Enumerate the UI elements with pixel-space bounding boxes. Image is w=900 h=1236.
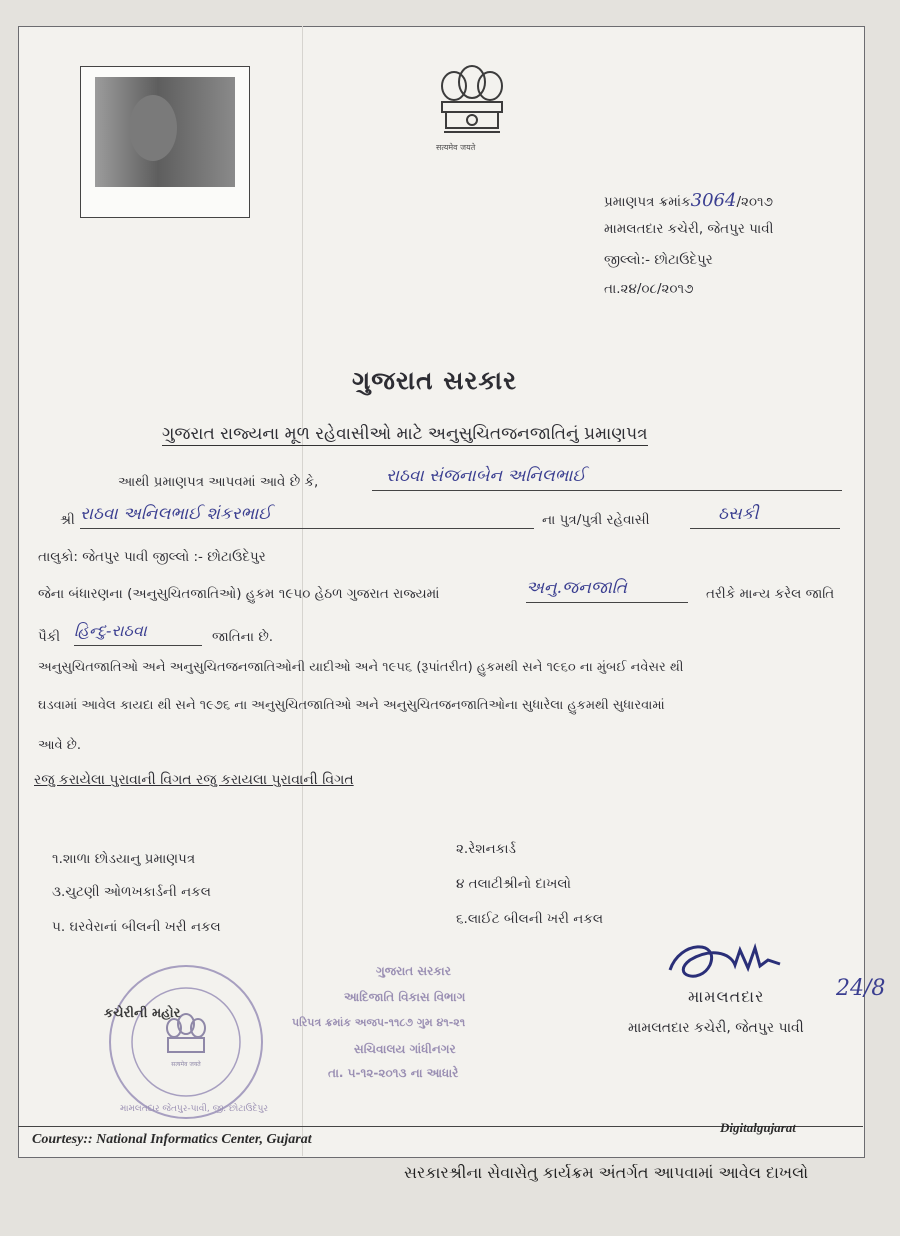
- evidence-item: ૫. ઘરવેરાનાં બીલની ખરી નકલ: [52, 919, 221, 935]
- evidence-item: ૩.ચુટણી ઓળખકાર્ડની નકલ: [52, 884, 211, 900]
- seal-center-text: सत्यमेव जयते: [171, 1061, 201, 1068]
- evidence-item: ૪ તલાટીશ્રીનો દાખલો: [456, 876, 571, 892]
- issuing-office: મામલતદાર કચેરી, જેતપુર પાવી: [604, 221, 774, 237]
- holder-name-field: [372, 466, 842, 491]
- authority-stamp-line-2: આદિજાતિ વિકાસ વિભાગ: [344, 990, 466, 1004]
- village-field: [690, 504, 840, 529]
- tribe-type-field: [526, 578, 688, 603]
- among-label: પૈકી: [38, 629, 61, 645]
- office-seal-stamp: [106, 962, 266, 1122]
- shri-prefix: શ્રી: [60, 512, 75, 528]
- evidence-heading: રજુ કરાયેલા પુરાવાની વિગત રજુ કરાયલા પુરાવાની વિગત: [34, 772, 354, 788]
- father-name: રાઠવા અનિલભાઈ શંકરભાઈ: [80, 504, 272, 524]
- caste-field: [74, 621, 202, 646]
- village: ઠસકી: [718, 504, 759, 524]
- father-name-field: [80, 504, 534, 529]
- taluka-line: તાલુકો: જેતપુર પાવી જીલ્લો :- છોટાઉદેપુર: [38, 549, 266, 565]
- caste-suffix: જાતિના છે.: [212, 629, 274, 645]
- certificate-number-label: પ્રમાણપત્ર ક્રમાંક: [604, 194, 691, 210]
- certificate-number-value: 3064: [690, 190, 737, 211]
- certificate-subtitle: ગુજરાત રાજ્યના મૂળ રહેવાસીઓ માટે અનુસુચિતજનજાતિનું પ્રમાણપત્ર: [162, 424, 648, 444]
- evidence-item: ૬.લાઈટ બીલની ખરી નકલ: [456, 911, 604, 927]
- legal-paragraph-line-1: અનુસુચિતજાતિઓ અને અનુસુચિતજનજાતિઓની યાદીઓ અને ૧૯૫૬ (રૂપાંતરીત) હુકમથી સને ૧૯૬૦ ના મુંબઈ નવેસર થી: [38, 660, 684, 675]
- signatory-title: મામલતદાર: [688, 987, 765, 1006]
- authority-stamp-line-5: તા. ૫-૧૨-૨૦૧૩ ના આધારે: [328, 1066, 459, 1080]
- certify-line: આથી પ્રમાણપત્ર આપવમાં આવે છે કે,: [118, 474, 319, 490]
- authority-stamp-line-3: પરિપત્ર ક્રમાંક અજપ-૧૧૮૭ ગુમ ૪૧-૨૧: [292, 1016, 466, 1029]
- recognized-caste-label: તરીકે માન્ય કરેલ જાતિ: [706, 586, 835, 602]
- constitution-line: જેના બંધારણના (અનુસુચિતજાતિઓ) હુકમ ૧૯૫૦ હેઠળ ગુજરાત રાજ્યમાં: [38, 586, 440, 602]
- digitalgujarat-label: Digitalgujarat: [720, 1120, 796, 1135]
- signature-date: 24/8: [836, 976, 886, 1001]
- office-seal-label: કચેરીની મહોર: [104, 1006, 181, 1021]
- authority-stamp-line-1: ગુજરાત સરકાર: [376, 964, 451, 978]
- emblem-caption: सत्यमेव जयते: [436, 143, 476, 152]
- seal-ring-text: મામલતદાર જેતપુર-પાવી, જી. છોટાઉદેપુર: [120, 1104, 268, 1114]
- signatory-office: મામલતદાર કચેરી, જેતપુર પાવી: [628, 1020, 804, 1036]
- authority-stamp-line-4: સચિવાલય ગાંધીનગર: [354, 1042, 456, 1056]
- caste: હિન્દુ-રાઠવા: [74, 621, 147, 640]
- national-emblem-icon: [424, 56, 520, 152]
- evidence-item: ૨.રેશનકાર્ડ: [456, 841, 516, 857]
- courtesy-note: Courtesy:: National Informatics Center, Gujarat: [32, 1132, 312, 1147]
- district: જીલ્લો:- છોટાઉદેપુર: [604, 252, 713, 268]
- holder-name: રાઠવા સંજનાબેન અનિલભાઈ: [386, 466, 586, 486]
- legal-paragraph-line-2: ઘડવામાં આવેલ કાયદા થી સને ૧૯૭૬ ના અનુસુચિતજાતિઓ અને અનુસુચિતજનજાતિઓના સુધારેલા હુકમથી સુધારવામાં: [38, 698, 665, 713]
- issue-date: તા.૨૪/૦૮/૨૦૧૭: [604, 281, 694, 297]
- son-daughter-label: ના પુત્ર/પુત્રી રહેવાસી: [542, 512, 650, 528]
- tribe-type: અનુ.જનજાતિ: [526, 578, 627, 598]
- certificate-year: /૨૦૧૭: [736, 194, 774, 210]
- page-title: ગુજરાત સરકાર: [352, 366, 518, 395]
- holder-photo: [80, 66, 250, 218]
- signature-scribble: [660, 930, 820, 990]
- evidence-item: ૧.શાળા છોડયાનુ પ્રમાણપત્ર: [52, 851, 196, 867]
- footer-note: સરકારશ્રીના સેવાસેતુ કાર્યક્રમ અંતર્ગત આપવામાં આવેલ દાખલો: [404, 1163, 809, 1182]
- legal-paragraph-line-3: આવે છે.: [38, 738, 81, 753]
- certificate-number-line: [604, 190, 773, 211]
